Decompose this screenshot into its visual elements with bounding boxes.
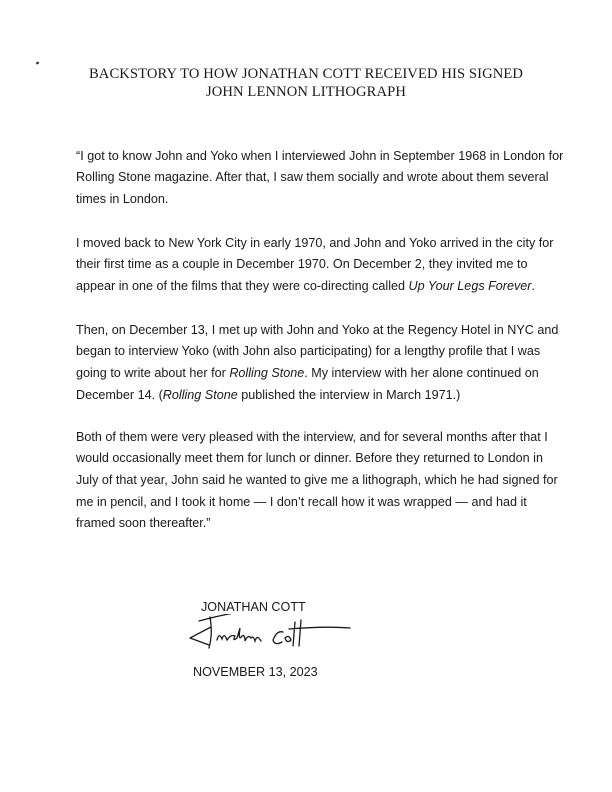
text-segment: me in pencil, and I took it home — I don’t recall how it was wrapped — and had it: [76, 495, 527, 509]
text-segment: Then, on December 13, I met up with John and Yoko at the Regency Hotel in NYC and: [76, 323, 559, 337]
text-segment: published the interview in March 1971.): [237, 388, 461, 402]
document-title-line-2: JOHN LENNON LITHOGRAPH: [205, 84, 406, 100]
text-line: [76, 516, 210, 531]
italic-title-text: Rolling Stone: [229, 366, 305, 380]
document-title-line-1: BACKSTORY TO HOW JONATHAN COTT RECEIVED HIS SIGNED: [88, 66, 524, 82]
text-segment: appear in one of the films that they were co-directing called: [76, 279, 409, 293]
italic-title-text: Up Your Legs Forever: [408, 279, 532, 293]
text-line: [76, 451, 543, 466]
text-line: [76, 192, 168, 207]
italic-title-text: Rolling Stone: [162, 388, 238, 402]
handwritten-signature: [185, 614, 355, 654]
text-segment: going to write about her for: [76, 366, 230, 380]
text-line: [76, 279, 535, 294]
text-line: [76, 323, 558, 338]
text-line: [76, 236, 553, 251]
text-segment: Both of them were very pleased with the interview, and for several months after that I: [76, 430, 548, 444]
text-line: [76, 366, 539, 381]
text-line: [76, 170, 549, 185]
text-segment: would occasionally meet them for lunch or dinner. Before they returned to London in: [76, 451, 543, 465]
text-line: [76, 495, 527, 510]
signatory-name: JONATHAN COTT: [201, 600, 306, 614]
text-segment: December 14. (: [76, 388, 163, 402]
text-segment: .: [531, 279, 536, 293]
text-segment: “I got to know John and Yoko when I interviewed John in September 1968 in London for: [76, 149, 564, 163]
text-segment: their first time as a couple in December 1970. On December 2, they invited me to: [76, 257, 528, 271]
text-segment: times in London.: [76, 192, 169, 206]
text-line: [76, 344, 540, 359]
text-line: [76, 388, 460, 403]
text-segment: . My interview with her alone continued on: [304, 366, 539, 380]
text-segment: framed soon thereafter.”: [76, 516, 211, 530]
text-line: [76, 257, 528, 272]
text-segment: July of that year, John said he wanted to give me a lithograph, which he had signed for: [76, 473, 558, 487]
text-segment: began to interview Yoko (with John also participating) for a lengthy profile that I was: [76, 344, 541, 358]
text-line: [76, 149, 563, 164]
text-segment: I moved back to New York City in early 1970, and John and Yoko arrived in the city for: [76, 236, 554, 250]
text-line: [76, 473, 558, 488]
signature-date: NOVEMBER 13, 2023: [193, 665, 318, 679]
text-line: [76, 430, 548, 445]
text-segment: Rolling Stone magazine. After that, I saw them socially and wrote about them several: [76, 170, 549, 184]
scan-speck: [36, 61, 40, 64]
